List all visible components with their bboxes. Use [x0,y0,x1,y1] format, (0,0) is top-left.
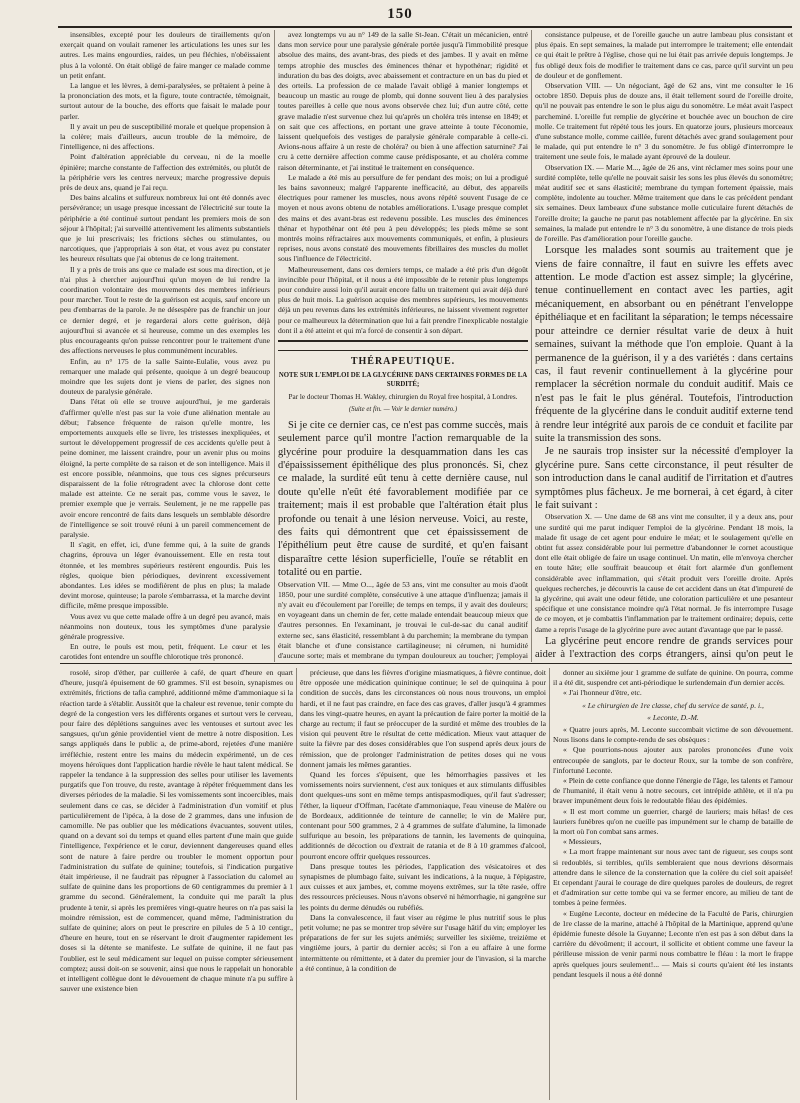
column-3 [535,30,793,662]
paragraph: insensibles, excepté pour les douleurs de tiraillements qu'on exerçait quand on voulait ramener les articulations les unes sur les autres. Les mains engourdies, raides, un peu fléchies, n'obéissaient plus à la volonté. On était obligé de faire manger ce malade comme un petit enfant. [60,30,270,80]
paragraph: « Quatre jours après, M. Leconte succombait victime de son dévouement. Nous lisons dans le compte-rendu de ses obsèques : [553,725,793,745]
section-divider [278,340,528,351]
paragraph: « Messieurs, [563,837,602,847]
paragraph: Vous avez vu que cette malade offre à un degré peu avancé, mais néanmoins non douteux, tous les symptômes d'une paralysie générale progressive. [60,611,270,641]
header-rule [58,26,792,28]
column-4 [60,668,293,1100]
paragraph: précieuse, que dans les fièvres d'origine miasmatiques, à fièvre continue, doit être opposée une médication quininique continue; le sel de quinquina à pour condition de succès, dans les circonstances où nous nous trouvons, un emploi hardi, et il ne faut pas craindre, en face des cas graves, d'aller jusqu'à 4 grammes dans les vingt-quatre heures, en ayant la précaution de faire porter la moitié de la charge au rectum; il faut se préoccuper de la surdité et même des troubles de la vision qui peuvent être le résultat de cette médication. Mieux vaut attaquer de suite la fièvre par des doses considérables que l'on suspend après deux jours de rémission, que de prolonger l'administration de petites doses qui ne vous donnent jamais les mêmes garanties. [300,668,546,769]
paragraph: Il y a près de trois ans que ce malade est sous ma direction, et je n'ai plus à chercher aujourd'hui qu'un moyen de lui rendre la coordination volontaire des mouvements des membres inférieurs pour marcher. Tout le reste de la guérison est acquis, sauf encore un peu d'embarras de la parole. Je ne désespère pas de franchir un jour ce dernier degré, et je regarderai alors cette guérison, déjà aujourd'hui si avancée et si heureuse, comme un des exemples les plus encourageants qu'on puisse rencontrer pour le traitement d'une des affections nerveuses le plus communément incurables. [60,264,270,356]
paragraph: « Il est mort comme un guerrier, chargé de lauriers; mais hélas! de ces lauriers funèbres qu'on ne cueille pas impunément sur le champ de bataille de la mort où l'on combat sans armes. [553,806,793,837]
observation-paragraph: Observation VII. — Mme O..., âgée de 53 ans, vint me consulter au mois d'août 1850, pour une surdité complète, consécutive à une attaque d'influenza; jamais il n'y avait eu d'écoulement par l'oreille; de temps en temps, il y avait des douleurs; en voyageant dans un chemin de fer, cette malade entendait beaucoup mieux que d'autres personnes. En l'examinant, je trouvai le cul-de-sac du canal auditif externe sec, sans élasticité, ressemblant à du parchemin; la membrane du tympan était blanche et d'une consistance cartilagineuse; ni cérumen, ni humidité d'aucune sorte; mais et membrane du tympan douloureux au toucher; j'employai [278,579,528,660]
observation-paragraph: Observation X. — Une dame de 68 ans vint me consulter, il y a deux ans, pour une surdité qui me parut indiquer l'emploi de la glycérine. Pendant 18 mois, la malade fit usage de cet agent pour enduire le méat; et le soulagement qu'elle en obtint fut assez considérable pour lui permettre d'abandonner le cornet acoustique dont elle était obligée de faire un usage continuel. Un matin, elle m'envoya chercher en toute hâte; elle souffrait beaucoup et était fort alarmée d'un gonflement considérable avec inflammation, qui s'était produit vers l'oreille droite. Après quelques recherches, je découvris la cause de cet accident dans un état d'impureté de la glycérine, qui avait une odeur fétide, une coloration particulière et une pesanteur spécifique et une consistance moindre qu'à l'état normal. Je fis interrompre l'usage de ce moyen, et je combattis l'inflammation par le traitement ordinaire; depuis, cette dame a repris l'usage de la glycérine pure avec autant d'avantage que par le passé. [535,512,793,634]
article-author: Par le docteur Thomas H. Wakley, chirurgien du Royal free hospital, à Londres. [288,393,518,402]
paragraph: Si je cite ce dernier cas, ce n'est pas comme succès, mais seulement parce qu'il montre l'action remarquable de la glycérine pour produire la desquammation dans les cas d'épaississement épithélique des plus prononcés. Si, chez ce malade, la surdité eût tenu à cette dernière cause, nul doute qu'elle n'eût été favorablement modifiée par ce traitement; mais il est probable que l'altération était plus profonde ou tenait à une lésion nerveuse. Voici, au reste, des faits qui démontrent que cet épaississement de l'épithélium peut être cause de surdité, et qu'en faisant disparaître cette lésion superficielle, l'ouïe se rétablit en totalité ou en partie. [278,419,528,579]
article-title: NOTE SUR L'EMPLOI DE LA GLYCÉRINE DANS CERTAINES FORMES DE LA SURDITÉ; [278,372,528,389]
paragraph: Point d'altération appréciable du cerveau, ni de la moelle épinière; marche constante de l'affection des extrémités, ou plutôt de la périphérie vers les centres nerveux; marche progressive depuis près de deux ans, quand je l'ai reçu. [60,152,270,193]
article-note: (Suite et fin. — Voir le dernier numéro.) [348,405,458,413]
paragraph: Le malade a été mis au persulfure de fer pendant des mois; on lui a prodigué les bains savonneux; malgré l'apparente inefficacité, au début, des appareils électriques pour ramener les muscles, nous avons répété souvent l'usage de ce moyen et nous avons obtenu de notables améliorations. L'usage presque complet des mains et des avant-bras est redevenu possible. Les muscles des éminences thénar et hypothénar ont été peu à peu développés; les pieds même se sont montrés moins réfractaires aux mouvements communiqués, et enfin, à plusieurs reprises, nous avons constaté des mouvements fibrillaires des muscles du mollet sous l'influence de l'électricité. [278,172,528,264]
paragraph: Je ne saurais trop insister sur la nécessité d'employer la glycérine pure. Sans cette circonstance, il peut résulter de son introduction dans le canal auditif de l'irritation et d'autres symptômes plus fâcheux. Je me bornerai, à cet égard, à citer le fait suivant : [535,446,793,511]
observation-paragraph: Observation IX. — Marie M..., âgée de 26 ans, vint réclamer mes soins pour une surdité complète, telle qu'elle ne pouvait saisir les sons les plus élevés du sonomètre; méat auditif sec et sans élasticité; membrane du tympan fortement épaissie, mais complète, indolente au toucher. Même traitement que dans le cas précédent pendant six semaines. Deux lambeaux d'une substance molle cuticulaire furent détachés de l'oreille droite; la gauche ne parut pas notablement affectée par la glycérine. En six semaines, la malade put entendre le n° 3 du sonomètre, à une distance de trois pieds de l'oreille. Pas d'amélioration pour l'oreille gauche. [535,162,793,244]
paragraph: En outre, le pouls est mou, petit, fréquent. Le cœur et les carotides font entendre un souffle chlorotique très prononcé. [60,642,270,662]
paragraph: « La mort frappe maintenant sur nous avec tant de rigueur, ses coups sont si redoublés, si terribles, qu'ils sembleraient que nous devrions désormais attendre dans le silence de la consternation que la colère du ciel soit apaisée! Et cependant j'aurai le courage de dire quelques paroles de douleurs, de regret et d'admiration sur cette tombe qui va se fermer encore, au milieu de tant de tombes à peine fermées. [553,847,793,908]
paragraph: « J'ai l'honneur d'être, etc. [563,688,642,698]
paragraph: Dans la convalescence, il faut viser au régime le plus nutritif sous le plus petit volume; ne pas se montrer trop sévère sur l'usage hâtif du vin; employer les préparations de fer sur les sujets anémiés; surveiller les sixième, treizième et vingtième jours, à partir du dernier accès; si l'on a eu affaire à une forme intermittente ou rémittente, et à dater du premier jour de l'invasion, si la marche a été continue, à la condition de [300,912,546,973]
column-2 [278,30,528,662]
signature-line: « Le chirurgien de 1re classe, chef du service de santé, p. i., [582,700,764,710]
paragraph: Lorsque les malades sont soumis au traitement que je viens de faire connaître, il faut en suivre les effets avec attention. Le mode d'action est assez simple; la glycérine, tenue continuellement en contact avec les parties, agit mécaniquement, en absorbant ou en pénétrant l'enveloppe épithéliaque et en facilitant la séparation; le temps nécessaire pour atteindre ce dernier résultat varie de deux à huit semaines, suivant la méthode que l'on emploie. Quant à la permanence de la guérison, il y a des variétés : dans certains cas, il faut revenir continuellement à la glycérine pour remplacer la sécrétion normale du conduit auditif. Mais ce n'est pas le fait le plus général. Toutefois, l'introduction fréquente de la glycérine dans le conduit auditif externe tend à rendre leur intégrité aux parois de ce conduit et facilite par suite la transmission des sons. [535,245,793,444]
column-divider [296,668,297,1100]
paragraph: Quand les forces s'épuisent, que les hémorrhagies passives et les vomissements noirs surviennent, c'est aux toniques et aux stimulants diffusibles dont quelques-uns sont en même temps antispasmodiques, qu'il faut s'adresser; l'éther, la liqueur d'Offman, l'acétate d'ammoniaque, l'eau vineuse de Malère ou de Bordeaux, additionnée de teinture de cannelle; le vin de Malère pur, contenant pour 500 grammes, 2 à 4 grammes de sulfate d'alumine, la limonade sulfurique au besoin, les préparations de tannin, les lavements de quinquina, additionnés de décoction ou d'extrait de ratania et de 8 à 10 grammes d'alcool, pourront encore offrir quelques ressources. [300,770,546,861]
paragraph: Dans l'état où elle se trouve aujourd'hui, je me garderais d'affirmer qu'elle n'est pas sur la voie d'une aliénation mentale au début; l'absence fréquente de raison qu'elle montre, les emportements auxquels elle se livre, les tristesses inexpliquées, et surtout le développement progressif de ces accidents qu'elle peut à peine dominer, me laissent craindre, pour un avenir plus ou moins éloigné, la perte complète de sa raison et de son intelligence. Mais il est encore possible, néanmoins, que tous ces signes précurseurs disparaissent de la folie rétrogradent avec la chlorose dont cette malade est atteinte. Ce ne serait pas, comme vous le savez, le premier exemple que je verrais. Seulement, je ne me rappelle pas avoir encore rencontré de faits dans lesquels un semblable désordre de l'intelligence se soit trouvé réuni à un pareil commencement de paralysie. [60,397,270,539]
paragraph: avez longtemps vu au n° 149 de la salle St-Jean. C'était un mécanicien, entré dans mon service pour une paralysie générale portée jusqu'à l'immobilité presque absolue des mains, des avant-bras, des pieds et des jambes. Il y avait en même temps atrophie des muscles des éminences thénar et hypothénar; rigidité et induration du bas des doigts, avec abaissement et contracture en un bas du pied et des orteils. La profession de ce malade l'avait obligé à manier longtemps et beaucoup un mastic au rouge de plomb, qui donne souvent lieu à des paralysies toutes pareilles à celle que nous avons observée chez lui; d'un autre côté, cette grave maladie n'est survenue chez lui qu'après un choléra très intense en 1849; et on sait que ces affections, en portant une grave atteinte à toute l'économie, laissent quelquefois des vestiges de paralysie générale comparable à celle-ci. Avions-nous affaire à un reste de choléra? ou bien à une affection saturnine? J'ai cru à cette dernière affection comme cause prédisposante, et au choléra comme raison déterminante, et j'ai institué le traitement en conséquence. [278,30,528,172]
column-1 [60,30,270,662]
paragraph: Enfin, au n° 175 de la salle Sainte-Eulalie, vous avez pu remarquer une malade qui présente, quoique à un degré beaucoup moindre que les sujets dont je viens de parler, des signes non douteux de paralysie générale. [60,356,270,397]
column-divider [531,30,532,662]
section-title: THÉRAPEUTIQUE. [350,356,456,368]
paragraph: « Que pourrions-nous ajouter aux paroles prononcées d'une voix entrecoupée de sanglots, par le docteur Roux, sur la tombe de son confrère, l'infortuné Leconte. [553,745,793,775]
paragraph: Des bains alcalins et sulfureux nombreux lui ont été donnés avec persévérance; un usage presque incessant de l'électricité sur toute la périphérie a été continué surtout pendant les premiers mois de son séjour à l'hôpital; j'ai surveillé attentivement les aliments substantiels que je lui prescrivais; les frictions sèches ou stimulantes, ou narcotiques, que j'appropriais à son état, et vous avez pu constater les heureux résultats que j'ai obtenus de ce long traitement. [60,193,270,264]
column-divider [549,668,550,1100]
observation-paragraph: Observation VIII. — Un négociant, âgé de 62 ans, vint me consulter le 16 octobre 1850. Depuis plus de douze ans, il était tellement sourd de l'oreille droite, qu'il ne pouvait pas entendre le son le plus aigu du sonomètre. Le méat avait l'aspect parcheminé. L'oreille fut remplie de glycérine et bouchée avec un bouchon de cire molle. Ce traitement fut répété tous les jours. En quatorze jours, plusieurs morceaux d'une substance molle, comme caillée, furent détachés avec grand soulagement pour le malade, qui put entendre le n° 3 du sonomètre. Je fus obligé d'interrompre le traitement une seule fois, le malade ayant éprouvé de la douleur. [535,81,793,162]
column-5 [300,668,546,1100]
paragraph: Dans presque toutes les périodes, l'application des vésicatoires et des synapismes de plumbago faite, suivant les indications, à la nuque, à l'épigastre, aux cuisses et aux jambes, et, comme moyens extrêmes, sur la tête rasée, offre des ressources précieuses. Nous n'avons observé ni hémorrhagie, ni gangrène sur les points du derme dénudés ou rubéfiés. [300,861,546,912]
paragraph: consistance pulpeuse, et de l'oreille gauche un autre lambeau plus consistant et plus épais. En sept semaines, la malade put interrompre le traitement; elle entendait ce qui était le prêtre à l'église, chose qui ne lui était pas arrivée depuis longtemps. Je fus obligé deux fois de modifier le traitement dans ce cas, parce qu'il survint un peu de douleur et de gonflement. [535,30,793,80]
page-number: 150 [387,6,413,22]
paragraph: « Plein de cette confiance que donne l'énergie de l'âge, les talents et l'amour de l'humanité, il était venu à notre secours, cet intrépide athlète, et il n'a pu braver impunément deux fois le redoutable fléau des épidémies. [553,776,793,806]
paragraph: Il y avait un peu de susceptibilité morale et quelque propension à la colère; mais d'ailleurs, aucun trouble de la mémoire, de l'intelligence, ni des affections. [60,121,270,152]
column-6 [553,668,793,1100]
paragraph: donner au sixième jour 1 gramme de sulfate de quinine. On pourra, comme il a été dit, suspendre cet anti-périodique le surlendemain d'un dernier accès. [553,668,793,688]
horizontal-rule [60,663,792,664]
signature-name: « Leconte, D.-M. [647,712,699,722]
paragraph: La langue et les lèvres, à demi-paralysées, se prêtaient à peine à la prononciation des mots, et la figure, toute contractée, témoignait, surtout autour de la bouche, des efforts que faisait le malade pour parler. [60,81,270,121]
paragraph: Malheureusement, dans ces derniers temps, ce malade a été pris d'un dégoût invincible pour l'hôpital, et il nous a été impossible de le retenir plus longtemps pour conduire aussi loin qu'il aurait encore fallu un traitement qui avait déjà duré plus de huit mois. La guérison acquise des membres supérieurs, les mouvements déjà un peu revenus dans les extrémités inférieures, ne laissent vivement regretter pour ce malheureux la détermination que lui a fait prendre l'inexplicable nostalgie dont il a été atteint et qui m'a forcé de consentir à son départ. [278,264,528,335]
paragraph: rosolé, sirop d'éther, par cuillerée à café, de quart d'heure en quart d'heure, jusqu'à épuisement de 60 grammes. S'il est besoin, synapismes ou extrémités, frictions de tafia camphré, additionné même d'ammoniaque si la réaction tarde à s'établir. Aussitôt que la chaleur est revenue, tenir compte du degré de la congestion vers les différents organes et surtout vers le cerveau, pour faire des déplétions sanguines avec les ventouses et surtout avec les sangsues, qu'un génie providentiel vient de mettre à notre disposition. Les sangs appliqués dans le public a, de prime-abord, rejetées d'une manière irréfléchie, restent entre les mains du médecin expérimenté, un de ces moyens héroïques dont l'application hardie révèle le haut talent médical. Se rappeler la tendance à la suppression des selles pour utiliser les lavements purgatifs que l'on trouve, du reste, avantage à répéter fréquemment dans les diverses périodes de la maladie. Si les vomissements sont incoercibles, mais seulement dans ce cas, se décider à l'administration d'un vomitif et plus particulièrement de l'ipéca, à la dose de 2 grammes, dans une infusion de camomille. Ne pas oublier que les médications évacuantes, souvent utiles, quand on a devant soi du temps et quand elles partent d'une main que guide l'intelligence, l'expérience et le cœur, deviennent dangereuses quand elles sont de nature à faire perdre ou troubler le moment opportun pour l'administration du sulfate de quinine; toutefois, si l'indication purgative était impérieuse, il ne faudrait pas répugner à l'association du calomel au sulfate de quinine dans les proportions de 60 centigrammes du premier à 1 gramme du second. Généralement, la conduite qui me paraît la plus prudente à tenir, si après les premières vingt-quatre heures on n'a pas saisi la moindre rémission, est de commencer, quand même, l'administration du sulfate de quinine; alors on peut le prescrire en pilules de 5 à 10 centigr., d'heure en heure, tout en se réservant le droit d'augmenter rapidement les doses si la détente se manifeste. Le sulfate de quinine, il ne faut pas l'oublier, est le seul médicament sur lequel on puisse compter sérieusement comptez; aussi doit-on se souvenir, ainsi que nous le rappelait un honorable et intelligent collègue dont le dévouement de chaque minute n'a pu suffire à sauver une existence bien [60,668,293,994]
paragraph: « Eugène Leconte, docteur en médecine de la Faculté de Paris, chirurgien de 1re classe de la marine, attaché à l'hôpital de la Martinique, apprend qu'une épidémie funeste désole la Guyanne; Leconte n'en est pas à son début dans la carrière du dévoûment; il accourt, il sollicite et obtient comme une faveur la périlleuse mission de venir parmi nous combattre le fléau : la mort le frappe après quelques jours seulement!... — Mais si courts qu'aient été les instants pendant lesquels il nous a été donné [553,908,793,979]
paragraph: Il s'agit, en effet, ici, d'une femme qui, à la suite de grands chagrins, éprouva un léger évanouissement. Elle en resta tout étonnée, et les membres supérieurs restèrent engourdis. Puis les règles, quoique bien périodiques, devinrent excessivement abondantes. Les idées se modifièrent de plus en plus; la malade devint morose, quinteuse; la parole s'embarrassa, et la marche devint difficile, même presque impossible. [60,540,270,611]
column-divider [274,30,275,662]
paragraph: La glycérine peut encore rendre de grands services pour aider à l'extraction des corps étrangers, ainsi qu'on peut le [535,635,793,661]
